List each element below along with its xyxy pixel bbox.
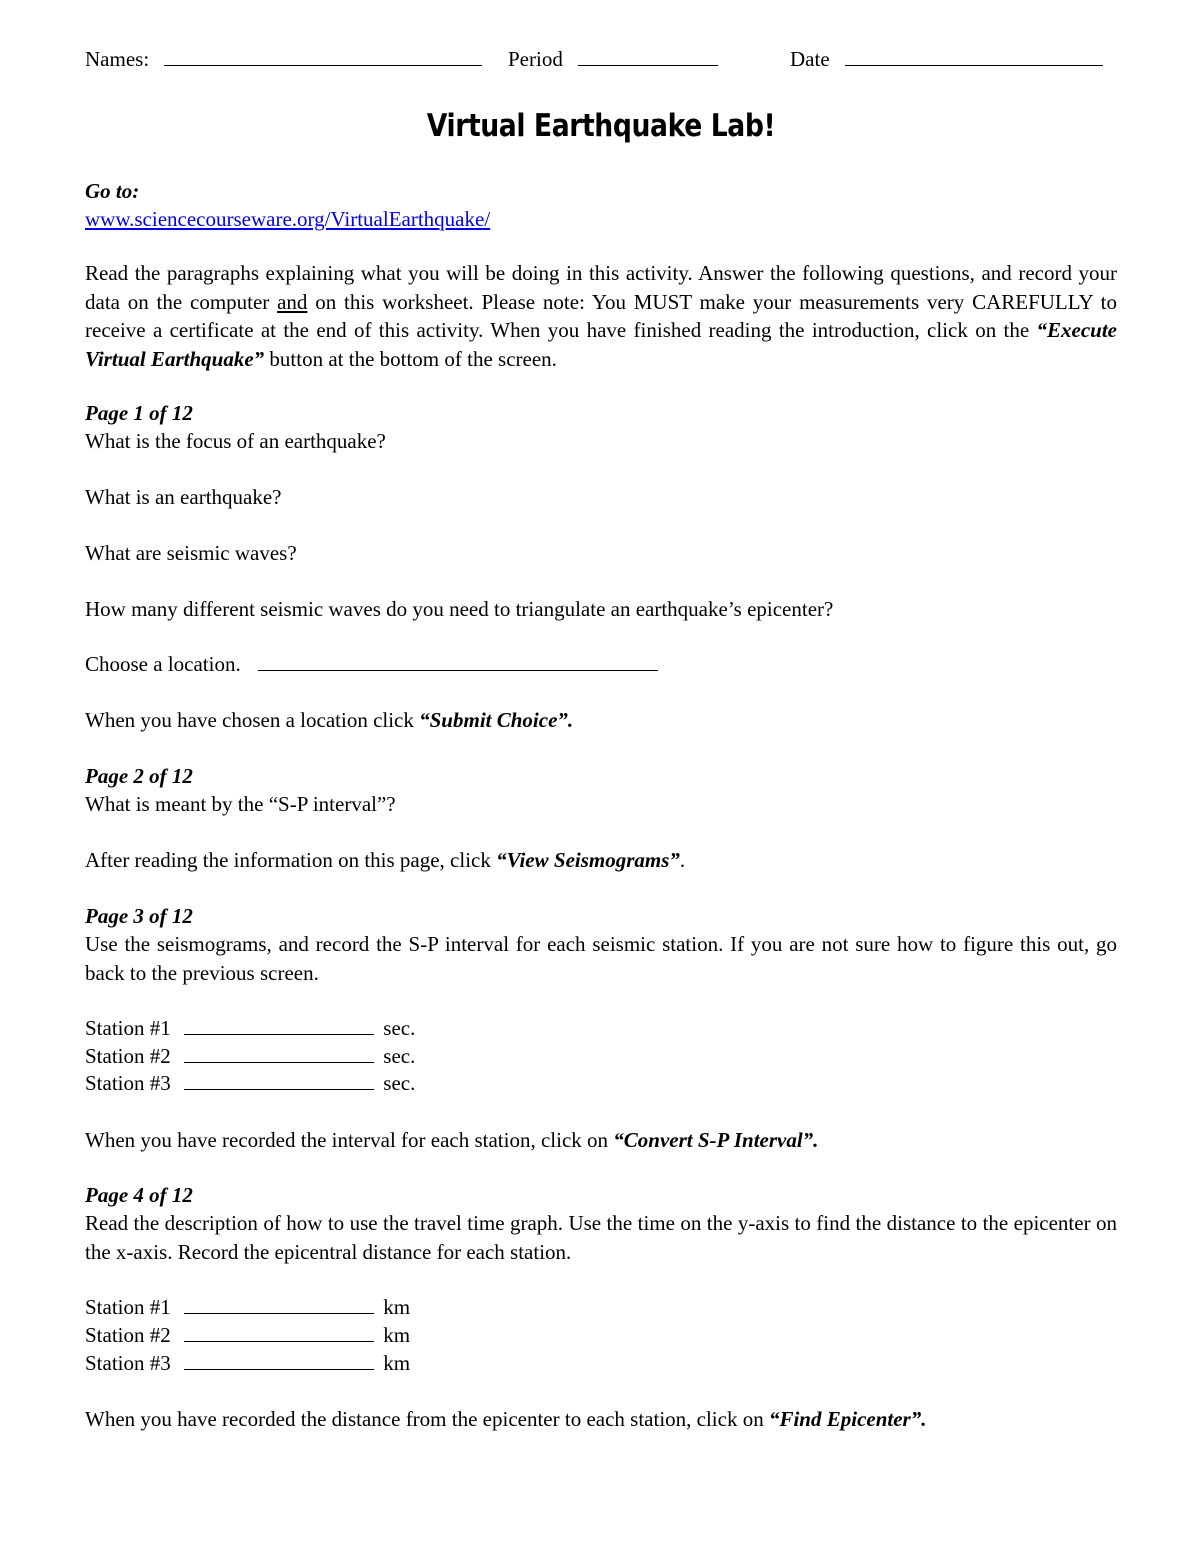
names-label: Names:: [85, 47, 150, 71]
location-blank[interactable]: [258, 650, 658, 671]
station-unit: sec.: [383, 1071, 416, 1095]
choose-location-label: Choose a location.: [85, 652, 241, 676]
page3-heading: Page 3 of 12: [85, 904, 193, 928]
station-blank[interactable]: [184, 1042, 374, 1063]
station-unit: sec.: [383, 1016, 416, 1040]
station-blank[interactable]: [184, 1321, 374, 1342]
page4-station-2: [85, 1321, 410, 1349]
find-epicenter-ref: “Find Epicenter”.: [768, 1407, 927, 1431]
station-label: Station #2: [85, 1323, 171, 1347]
station-blank[interactable]: [184, 1069, 374, 1090]
station-label: Station #1: [85, 1295, 171, 1319]
page3-station-3: [85, 1069, 415, 1097]
intro-and: and: [277, 289, 308, 314]
station-unit: km: [383, 1323, 411, 1347]
submit-choice-row: [85, 706, 573, 734]
date-blank[interactable]: [845, 45, 1103, 66]
convert-text: When you have recorded the interval for each station, click on: [85, 1128, 614, 1152]
page1-heading: Page 1 of 12: [85, 401, 193, 425]
view-seismograms-text: After reading the information on this page, click: [85, 848, 497, 872]
page4-station-1: [85, 1293, 410, 1321]
view-seismograms-ref: “View Seismograms”: [496, 848, 680, 872]
station-label: Station #1: [85, 1016, 171, 1040]
view-seismograms-row: [85, 846, 685, 874]
submit-choice-ref: “Submit Choice”.: [419, 708, 574, 732]
view-seismograms-period: .: [679, 848, 686, 872]
names-blank[interactable]: [164, 45, 482, 66]
names-row: [85, 45, 482, 73]
intro-paragraph: [85, 259, 1117, 373]
page3-station-2: [85, 1042, 415, 1070]
page3-text: Use the seismograms, and record the S-P interval for each seismic station. If you are not sure how to figure this out, go back to the previous screen.: [85, 932, 1117, 985]
station-blank[interactable]: [184, 1293, 374, 1314]
goto-label: Go to:: [85, 179, 140, 203]
convert-row: [85, 1126, 818, 1154]
page1-q4: How many different seismic waves do you need to triangulate an earthquake’s epicenter?: [85, 597, 834, 621]
date-row: [790, 45, 1103, 73]
intro-text-2: on this worksheet. Please note: You MUST make your measurements very CAREFULLY to receive a certificate at the end of this activity. When you have finished reading the introduction, click on the: [85, 289, 1117, 342]
period-blank[interactable]: [578, 45, 718, 66]
station-blank[interactable]: [184, 1014, 374, 1035]
find-epicenter-row: [85, 1405, 926, 1433]
convert-ref: “Convert S-P Interval”.: [613, 1128, 819, 1152]
date-label: Date: [790, 47, 830, 71]
execute-button-ref: “Execute Virtual Earthquake”: [85, 318, 1117, 371]
intro-text-1: Read the paragraphs explaining what you will be doing in this activity. Answer the following questions, and record your data on the computer: [85, 261, 1117, 314]
page3-station-1: [85, 1014, 415, 1042]
station-unit: km: [383, 1295, 411, 1319]
page1-q3: What are seismic waves?: [85, 541, 297, 565]
page4-station-3: [85, 1349, 410, 1377]
station-blank[interactable]: [184, 1349, 374, 1370]
intro-text-3: button at the bottom of the screen.: [264, 346, 557, 371]
choose-location-row: [85, 650, 658, 678]
station-unit: km: [383, 1351, 411, 1375]
page1-q1: What is the focus of an earthquake?: [85, 429, 386, 453]
page-title: Virtual Earthquake Lab!: [426, 108, 776, 144]
page2-heading: Page 2 of 12: [85, 764, 193, 788]
station-label: Station #2: [85, 1044, 171, 1068]
goto-link[interactable]: www.sciencecourseware.org/VirtualEarthquake/: [85, 207, 491, 231]
station-label: Station #3: [85, 1351, 171, 1375]
page1-q2: What is an earthquake?: [85, 485, 282, 509]
period-row: [508, 45, 718, 73]
period-label: Period: [508, 47, 563, 71]
submit-choice-text: When you have chosen a location click: [85, 708, 420, 732]
page4-text: Read the description of how to use the travel time graph. Use the time on the y-axis to find the distance to the epicenter on the x-axis. Record the epicentral distance for each station.: [85, 1211, 1117, 1264]
page2-q1: What is meant by the “S-P interval”?: [85, 792, 396, 816]
station-unit: sec.: [383, 1044, 416, 1068]
page4-heading: Page 4 of 12: [85, 1183, 193, 1207]
find-epicenter-text: When you have recorded the distance from the epicenter to each station, click on: [85, 1407, 769, 1431]
station-label: Station #3: [85, 1071, 171, 1095]
